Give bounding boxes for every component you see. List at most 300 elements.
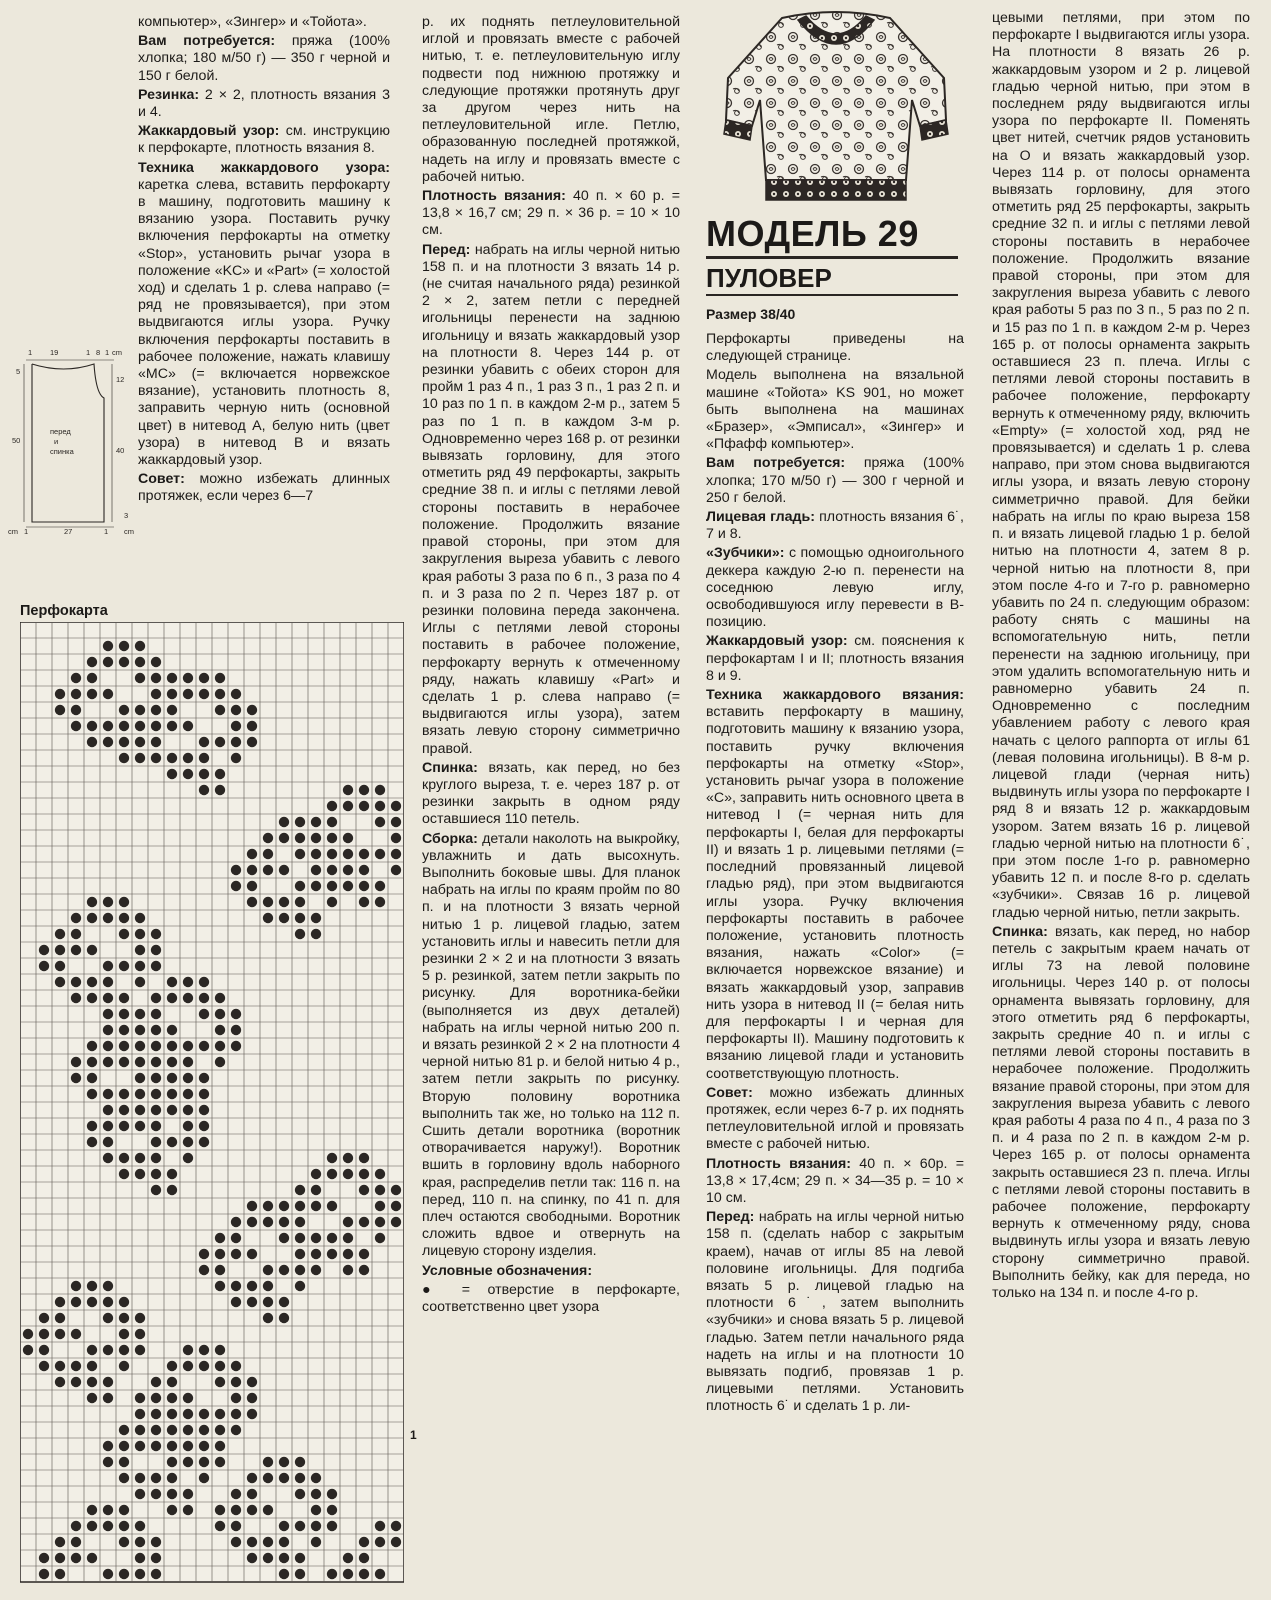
perforation-dot [151, 1553, 161, 1563]
perforation-dot [167, 1473, 177, 1483]
perforation-dot [151, 689, 161, 699]
perforation-dot [327, 1201, 337, 1211]
perforation-dot [151, 705, 161, 715]
perforation-dot [247, 849, 257, 859]
perforation-dot [327, 817, 337, 827]
perforation-dot [327, 1505, 337, 1515]
perforation-dot [103, 1153, 113, 1163]
perforation-dot [103, 1041, 113, 1051]
perforation-dot [39, 945, 49, 955]
perforation-dot [295, 1553, 305, 1563]
perforation-dot [231, 1281, 241, 1291]
perforation-dot [151, 1569, 161, 1579]
perforation-dot [119, 753, 129, 763]
perforation-dot [279, 1569, 289, 1579]
perforation-dot [167, 1425, 177, 1435]
perforation-dot [279, 1457, 289, 1467]
perforation-dot [55, 945, 65, 955]
garment-title: ПУЛОВЕР [706, 262, 958, 296]
perforation-dot [135, 1169, 145, 1179]
paragraph [138, 160, 390, 470]
perforation-dot [167, 1089, 177, 1099]
perforation-dot [87, 1521, 97, 1531]
perforation-dot [135, 1521, 145, 1531]
perforation-dot [119, 1121, 129, 1131]
perforation-dot [327, 881, 337, 891]
perforation-dot [183, 977, 193, 987]
paragraph-text: плотность вязания 6˙, 7 и 8. [706, 509, 964, 543]
perforation-dot [119, 1441, 129, 1451]
perforation-dot [103, 1105, 113, 1115]
perforation-dot [215, 1425, 225, 1435]
perforation-dot [231, 721, 241, 731]
perforation-dot [311, 849, 321, 859]
perforation-dot [295, 1249, 305, 1259]
perforation-dot [183, 1073, 193, 1083]
perforation-dot [359, 849, 369, 859]
perforation-dot [215, 705, 225, 715]
perforation-dot [247, 865, 257, 875]
perforation-dot [231, 1521, 241, 1531]
perforation-dot [231, 865, 241, 875]
paragraph-text: вязать, как перед, но без круглого выреза, т. е. через 187 р. от резинки закрыть в одном ряду оставшиеся 110 петель. [422, 759, 680, 828]
perforation-dot [135, 929, 145, 939]
sweater-illustration [720, 8, 952, 208]
schematic-center-label: и [54, 437, 59, 446]
perforation-dot [231, 737, 241, 747]
perforation-dot [375, 1169, 385, 1179]
perforation-dot [231, 1025, 241, 1035]
perforation-dot [135, 961, 145, 971]
perforation-dot [215, 1409, 225, 1419]
perforation-dot [55, 1377, 65, 1387]
perforation-dot [151, 1425, 161, 1435]
schematic-right-label: 3 [124, 511, 129, 520]
perforation-dot [199, 1009, 209, 1019]
schematic-left-label: 5 [16, 367, 21, 376]
perforation-dot [135, 1393, 145, 1403]
perforation-dot [119, 1009, 129, 1019]
perforation-dot [215, 737, 225, 747]
perforation-dot [263, 1457, 273, 1467]
perforation-dot [119, 1473, 129, 1483]
paragraph-text: Модель выполнена на вязальной машине «Тойота» KS 901, но может быть выполнена на машинах «Бразер», «Эмписал», «Зингер» и «Пфафф компьютер». [706, 367, 964, 453]
perforation-dot [215, 1057, 225, 1067]
perforation-dot [263, 1473, 273, 1483]
perforation-dot [343, 1217, 353, 1227]
perforation-dot [167, 1105, 177, 1115]
perforation-dot [343, 1169, 353, 1179]
perforation-dot [391, 1521, 401, 1531]
perforation-dot [55, 1329, 65, 1339]
perforation-dot [183, 1121, 193, 1131]
perforation-dot [183, 1041, 193, 1051]
perforation-dot [231, 1233, 241, 1243]
perforation-dot [359, 865, 369, 875]
perforation-dot [119, 1025, 129, 1035]
perforation-dot [71, 1057, 81, 1067]
perforation-dot [135, 1425, 145, 1435]
perforation-dot [311, 1473, 321, 1483]
perforation-dot [55, 1569, 65, 1579]
perforation-dot [103, 1137, 113, 1147]
perforation-dot [151, 721, 161, 731]
paragraph [706, 545, 964, 631]
schematic-center-label: перед [50, 427, 71, 436]
perforation-dot [215, 1521, 225, 1531]
perforation-dot [103, 1121, 113, 1131]
perforation-dot [215, 1041, 225, 1051]
perforation-dot [295, 1185, 305, 1195]
perforation-dot [199, 1409, 209, 1419]
perforation-dot [183, 1409, 193, 1419]
perforation-dot [119, 1521, 129, 1531]
perforation-dot [167, 1393, 177, 1403]
perforation-dot [103, 1457, 113, 1467]
perforation-dot [87, 913, 97, 923]
paragraph-text: Перфокарты приведены на следующей странице. [706, 331, 964, 365]
perforation-dot [327, 1249, 337, 1259]
perforation-dot [183, 1505, 193, 1515]
perforation-dot [343, 881, 353, 891]
paragraph-text: ● = отверстие в перфокарте, соответственно цвет узора [422, 1281, 680, 1316]
perforation-dot [39, 1361, 49, 1371]
perforation-dot [135, 977, 145, 987]
paragraph-text: можно избежать длинных протяжек, если через 6—7 [138, 471, 390, 505]
perforation-dot [263, 849, 273, 859]
perforation-dot [87, 1553, 97, 1563]
perforation-dot [55, 929, 65, 939]
perforation-dot [199, 1073, 209, 1083]
perforation-dot [231, 1505, 241, 1515]
perforation-dot [167, 1073, 177, 1083]
schematic-bottom-label: 27 [64, 527, 73, 536]
perforation-dot [215, 1281, 225, 1291]
schematic-left-label: 50 [12, 436, 21, 445]
paragraph-text: 40 п. × 60р. = 13,8 × 17,4см; 29 п. × 34—35 р. = 10 × 10 см. [706, 1155, 964, 1206]
perforation-dot [151, 961, 161, 971]
perforation-dot [135, 1153, 145, 1163]
perforation-dot [151, 737, 161, 747]
paragraph [992, 10, 1250, 922]
paragraph-heading: Спинка: [422, 759, 478, 776]
perforation-dot [359, 1185, 369, 1195]
perforation-dot [151, 1441, 161, 1451]
perforation-dot [295, 1569, 305, 1579]
perforation-dot [71, 1377, 81, 1387]
perforation-dot [135, 721, 145, 731]
perforation-dot [103, 641, 113, 651]
perforation-dot [279, 1537, 289, 1547]
perforation-dot [279, 913, 289, 923]
perforation-dot [23, 1345, 33, 1355]
model-title: МОДЕЛЬ 29 [706, 214, 958, 259]
perforation-dot [247, 881, 257, 891]
perforation-dot [279, 1233, 289, 1243]
perforation-dot [87, 1041, 97, 1051]
perforation-dot [199, 1473, 209, 1483]
perforation-dot [119, 1361, 129, 1371]
perforation-dot [327, 801, 337, 811]
perforation-dot [71, 673, 81, 683]
perforation-dot [295, 881, 305, 891]
perforation-dot [247, 1377, 257, 1387]
perforation-dot [199, 1441, 209, 1451]
perforation-dot [247, 705, 257, 715]
perforation-dot [151, 993, 161, 1003]
paragraph-text: детали наколоть на выкройку, увлажнить и дать высохнуть. Выполнить боковые швы. Для планок набрать на иглы по краям пройм по 80 п. и на плотности 3 вязать черной нитью 1 р. лицевой гладью, затем установить иглы и навесить петли для резинки 2 × 2 и на плотности 3 вязать 5 р. резинкой, затем петли закрыть по рисунку. Для воротника-бейки (выполняется из двух деталей) набрать на иглы черной нитью 200 п. и вязать резинкой 2 × 2 на плотности 4 черной нитью 81 р. и белой нитью 4 р., затем петли закрыть по рисунку. Вторую половину воротника выполнить так же, но только на 112 п. Сшить детали воротника (воротник отворачивается наружу!). Воротник вшить в горловину вдоль наборного края, распределив петли так: 116 п. на перед, 110 п. на спинку, по 41 п. для плеч остаются свободными. Воротник сложить вдвое и отвернуть на лицевую сторону изделия. [422, 830, 680, 1260]
perforation-dot [119, 1505, 129, 1515]
perforation-dot [263, 897, 273, 907]
perforation-dot [167, 1057, 177, 1067]
perforation-dot [375, 1537, 385, 1547]
perforation-dot [199, 1137, 209, 1147]
perforation-dot [87, 1073, 97, 1083]
perforation-dot [279, 1217, 289, 1227]
perforation-dot [135, 1105, 145, 1115]
perforation-dot [167, 1441, 177, 1451]
perforation-dot [231, 705, 241, 715]
perforation-dot [71, 945, 81, 955]
perforation-dot [199, 769, 209, 779]
perforation-dot [215, 1441, 225, 1451]
perforation-dot [87, 1057, 97, 1067]
perforation-dot [359, 785, 369, 795]
perforation-dot [343, 1249, 353, 1259]
paragraph [422, 831, 680, 1261]
perforation-dot [135, 1025, 145, 1035]
paragraph-heading: Резинка: [138, 86, 200, 103]
perforation-dot [103, 1025, 113, 1035]
paragraph [992, 924, 1250, 1302]
perforation-dot [375, 817, 385, 827]
perforation-dot [311, 1265, 321, 1275]
perforation-dot [327, 1569, 337, 1579]
paragraph [706, 1156, 964, 1208]
perforation-dot [375, 1521, 385, 1531]
schematic-bottom-label: cm [124, 527, 134, 536]
paragraph-heading: Лицевая гладь: [706, 509, 816, 526]
perforation-dot [231, 1425, 241, 1435]
perforation-dot [167, 1169, 177, 1179]
perforation-dot [39, 1345, 49, 1355]
perforation-dot [167, 721, 177, 731]
perforation-dot [343, 1153, 353, 1163]
perforation-dot [263, 1281, 273, 1291]
perforation-dot [295, 1201, 305, 1211]
perforation-dot [375, 849, 385, 859]
schematic-center-label: спинка [50, 447, 74, 456]
perforation-dot [167, 705, 177, 715]
perforation-dot [183, 1345, 193, 1355]
perforation-dot [39, 1569, 49, 1579]
perforation-dot [135, 1345, 145, 1355]
perforation-dot [359, 1569, 369, 1579]
paragraph-text: каретка слева, вставить перфокарту в машину, подготовить машину к вязанию узора. Поставить ручку включения перфокарты на отметку «Stop», установить рычаг узора в положение «KC» и «Part» (= холостой ход) и сделать 1 р. слева направо (= ряд не провязывается), при этом выдвигаются иглы узора. Ручку включения перфокарты поставить в рабочее положение, нажать клавишу «МС» (= включается норвежское вязание), установить плотность 8, заправить черную нить (основной цвет) в нитевод А, белую нить (цвет узора) в нитевод В и вязать жаккардовый узор. [138, 176, 390, 469]
perforation-dot [199, 1265, 209, 1275]
perforation-dot [87, 1281, 97, 1291]
perforation-dot [183, 1137, 193, 1147]
paragraph-heading: Жаккардовый узор: [138, 123, 280, 140]
perforation-dot [151, 1137, 161, 1147]
perforation-dot [327, 849, 337, 859]
perforation-dot [343, 1569, 353, 1579]
perforation-dot [183, 769, 193, 779]
perforation-dot [103, 1393, 113, 1403]
perfocard-label: Перфокарта [20, 603, 108, 619]
perforation-dot [167, 993, 177, 1003]
perforation-dot [375, 1201, 385, 1211]
perforation-dot [119, 1041, 129, 1051]
paragraph-text: 40 п. × 60 р. = 13,8 × 16,7 см; 29 п. × 36 р. = 10 × 10 см. [422, 188, 680, 239]
perforation-dot [119, 1089, 129, 1099]
perforation-dot [311, 1489, 321, 1499]
perforation-dot [151, 1089, 161, 1099]
perforation-dot [231, 1393, 241, 1403]
perforation-dot [119, 993, 129, 1003]
paragraph [706, 687, 964, 1083]
paragraph [706, 331, 964, 365]
perforation-dot [343, 801, 353, 811]
perforation-dot [199, 1105, 209, 1115]
perforation-dot [231, 1537, 241, 1547]
perforation-dot [199, 689, 209, 699]
perforation-dot [119, 737, 129, 747]
perforation-dot [375, 881, 385, 891]
perforation-dot [55, 1537, 65, 1547]
perforation-dot [151, 1057, 161, 1067]
perforation-dot [183, 1105, 193, 1115]
perforation-dot [135, 1409, 145, 1419]
paragraph-text: р. их поднять петлеуловительной иглой и провязать вместе с рабочей нитью, т. е. петлеуловительную иглу подвести под нижнюю протяжку и следующие протяжки протянуть друг за другом через нить на петлеуловительной игле. Петлю, образованную последней протяжкой, надеть на иглу и провязать вместе с рабочей нитью. [422, 14, 680, 185]
perforation-dot [71, 1537, 81, 1547]
perforation-dot [167, 1489, 177, 1499]
perforation-dot [103, 1569, 113, 1579]
perforation-dot [327, 865, 337, 875]
perforation-dot [231, 1217, 241, 1227]
perforation-dot [135, 1441, 145, 1451]
perforation-dot [391, 1201, 401, 1211]
paragraph-heading: «Зубчики»: [706, 545, 785, 562]
perforation-dot [183, 1425, 193, 1435]
perforation-dot [391, 833, 401, 843]
perforation-dot [295, 929, 305, 939]
perforation-dot [247, 1393, 257, 1403]
perforation-dot [215, 1505, 225, 1515]
paragraph-heading: Сборка: [422, 830, 478, 847]
perforation-dot [151, 673, 161, 683]
perforation-dot [151, 657, 161, 667]
perforation-dot [391, 1217, 401, 1227]
perforation-dot [167, 1041, 177, 1051]
perforation-dot [263, 1537, 273, 1547]
perforation-dot [135, 1009, 145, 1019]
perforation-dot [247, 1473, 257, 1483]
perforation-dot [103, 1281, 113, 1291]
perforation-dot [87, 1089, 97, 1099]
perforation-dot [135, 1569, 145, 1579]
perforation-dot [103, 1009, 113, 1019]
perforation-dot [279, 897, 289, 907]
perforation-dot [311, 1233, 321, 1243]
schematic-right-label: 40 [116, 446, 125, 455]
perforation-dot [135, 1041, 145, 1051]
paragraph [422, 188, 680, 240]
perforation-dot [135, 673, 145, 683]
perforation-dot [135, 1073, 145, 1083]
perforation-dot [263, 1505, 273, 1515]
perforation-dot [167, 1457, 177, 1467]
perforation-dot [87, 993, 97, 1003]
perforation-dot [167, 769, 177, 779]
paragraph [422, 760, 680, 829]
perforation-dot [71, 1521, 81, 1531]
perforation-dot [55, 1553, 65, 1563]
perforation-dot [55, 1297, 65, 1307]
paragraph [422, 242, 680, 758]
perforation-dot [151, 1169, 161, 1179]
perforation-dot [279, 1201, 289, 1211]
perforation-dot [375, 801, 385, 811]
perforation-dot [71, 705, 81, 715]
perforation-dot [295, 817, 305, 827]
perforation-dot [87, 1137, 97, 1147]
perforation-dot [295, 1233, 305, 1243]
schematic-bottom-label: cm [8, 527, 18, 536]
perforation-dot [103, 1441, 113, 1451]
perforation-dot [167, 1409, 177, 1419]
perforation-dot [215, 1025, 225, 1035]
perforation-dot [231, 1041, 241, 1051]
perforation-dot [215, 993, 225, 1003]
perforation-dot [199, 1425, 209, 1435]
perforation-dot [103, 897, 113, 907]
perforation-dot [135, 657, 145, 667]
perforation-dot [199, 1249, 209, 1259]
paragraph [706, 1209, 964, 1415]
perforation-dot [151, 1473, 161, 1483]
perforation-dot [167, 689, 177, 699]
paragraph-text: вязать, как перед, но набор петель с закрытым краем начать от иглы 73 на левой половине игольницы. Через 140 р. от полосы орнамента вывязать горловину, для этого отметить ряд 6 перфокарты, закрыть средние 40 п. и иглы с петлями левой стороны поставить в нерабочее положение. Продолжить вязание правой стороны, при этом для закругления выреза убавить с левого края работы 4 раза по 4 п., 4 раза по 3 п. и 4 раза по 2 п. в каждом 2-м р. Через 165 р. от полосы орнамента закрыть оставшиеся 23 п. плеча. Иглы с петлями левой стороны поставить в рабочее положение, перфокарту вернуть к отмеченному ряду, снова выдвинуть иглы узора и вязать левую сторону симметрично правой. Выполнить бейку, как для переда, но только на 134 п. и после 4-го р. [992, 923, 1250, 1302]
perforation-dot [151, 753, 161, 763]
text-column-4 [992, 10, 1250, 1304]
perforation-dot [103, 1313, 113, 1323]
paragraph-text: см. пояснения к перфокартам I и II; плотность вязания 8 и 9. [706, 633, 964, 684]
perforation-dot [151, 945, 161, 955]
perforation-dot [311, 913, 321, 923]
paragraph-heading: Плотность вязания: [706, 1155, 852, 1172]
perforation-dot [183, 1153, 193, 1163]
text-column-3 [706, 331, 964, 1418]
perforation-dot [119, 1329, 129, 1339]
perforation-dot [231, 1361, 241, 1371]
perforation-dot [231, 753, 241, 763]
perforation-dot [71, 689, 81, 699]
perforation-dot [183, 721, 193, 731]
perforation-dot [87, 689, 97, 699]
perforation-dot [359, 881, 369, 891]
perforation-dot [71, 977, 81, 987]
perforation-dot [23, 1329, 33, 1339]
perforation-dot [87, 1361, 97, 1371]
garment-schematic [4, 350, 138, 540]
paragraph [138, 33, 390, 85]
perforation-dot [151, 1185, 161, 1195]
schematic-top-label: 1 [105, 350, 110, 357]
perforation-dot [215, 689, 225, 699]
perforation-dot [247, 737, 257, 747]
perforation-dot [151, 1105, 161, 1115]
